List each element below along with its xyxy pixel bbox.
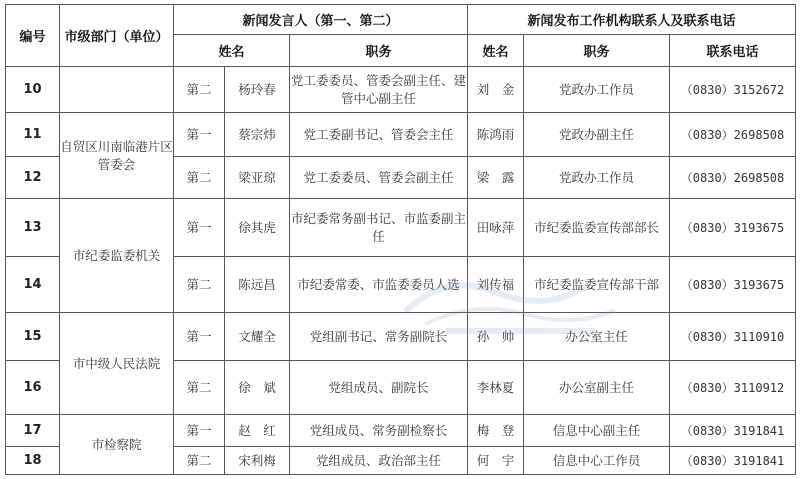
contact-name: 刘 金 — [468, 67, 524, 113]
spokesperson-name: 赵 红 — [225, 415, 290, 447]
row-number: 13 — [6, 199, 60, 257]
contact-name: 孙 帅 — [468, 313, 524, 361]
spokesperson-position: 党组成员、政治部主任 — [290, 447, 468, 475]
contact-name: 陈鸿雨 — [468, 113, 524, 157]
spokesperson-order: 第二 — [174, 157, 225, 199]
header-position: 职务 — [290, 35, 468, 67]
contact-position: 信息中心副主任 — [524, 415, 670, 447]
contact-name: 刘传福 — [468, 257, 524, 313]
header-contact-name: 姓名 — [468, 35, 524, 67]
spokesperson-position: 党工委委员、管委会副主任、建管中心副主任 — [290, 67, 468, 113]
department-cell: 市检察院 — [60, 415, 174, 475]
spokesperson-name: 梁亚琼 — [225, 157, 290, 199]
contact-position: 市纪委监委宣传部部长 — [524, 199, 670, 257]
contact-position: 办公室副主任 — [524, 361, 670, 415]
spokesperson-order: 第二 — [174, 447, 225, 475]
table-row — [6, 113, 796, 157]
spokesperson-position: 市纪委常委、市监委委员人选 — [290, 257, 468, 313]
spokesperson-order: 第一 — [174, 113, 225, 157]
department-cell-empty — [60, 67, 174, 113]
header-contact-group: 新闻发布工作机构联系人及联系电话 — [468, 5, 796, 35]
contact-name: 李林夏 — [468, 361, 524, 415]
spokesperson-name: 杨玲春 — [225, 67, 290, 113]
contact-name: 梁 露 — [468, 157, 524, 199]
row-number: 11 — [6, 113, 60, 157]
spokesperson-position: 党工委委员、管委会副主任 — [290, 157, 468, 199]
row-number: 18 — [6, 447, 60, 475]
contact-position: 信息中心工作员 — [524, 447, 670, 475]
spokesperson-position: 党组成员、常务副检察长 — [290, 415, 468, 447]
header-number: 编号 — [6, 5, 60, 67]
spokesperson-position: 市纪委常务副书记、市监委副主任 — [290, 199, 468, 257]
spokesperson-order: 第一 — [174, 313, 225, 361]
contact-phone: （0830）2698508 — [670, 113, 796, 157]
department-cell: 市纪委监委机关 — [60, 199, 174, 313]
contact-phone: （0830）3191841 — [670, 447, 796, 475]
contact-position: 党政办工作员 — [524, 157, 670, 199]
spokesperson-name: 蔡宗炜 — [225, 113, 290, 157]
contact-name: 田咏萍 — [468, 199, 524, 257]
contact-phone: （0830）3152672 — [670, 67, 796, 113]
department-cell: 自贸区川南临港片区管委会 — [60, 113, 174, 199]
contact-position: 市纪委监委宣传部干部 — [524, 257, 670, 313]
spokesperson-table — [5, 4, 796, 475]
header-phone: 联系电话 — [670, 35, 796, 67]
contact-position: 办公室主任 — [524, 313, 670, 361]
header-contact-position: 职务 — [524, 35, 670, 67]
header-department: 市级部门（单位） — [60, 5, 174, 67]
spokesperson-name: 文耀全 — [225, 313, 290, 361]
contact-position: 党政办工作员 — [524, 67, 670, 113]
spokesperson-order: 第二 — [174, 361, 225, 415]
spokesperson-order: 第一 — [174, 415, 225, 447]
spokesperson-name: 徐其虎 — [225, 199, 290, 257]
contact-position: 党政办副主任 — [524, 113, 670, 157]
spokesperson-name: 陈远昌 — [225, 257, 290, 313]
contact-phone: （0830）3193675 — [670, 199, 796, 257]
header-name: 姓名 — [174, 35, 290, 67]
row-number: 15 — [6, 313, 60, 361]
contact-phone: （0830）3110910 — [670, 313, 796, 361]
table-row — [6, 67, 796, 113]
table-row — [6, 199, 796, 257]
row-number: 16 — [6, 361, 60, 415]
spokesperson-name: 徐 斌 — [225, 361, 290, 415]
row-number: 12 — [6, 157, 60, 199]
row-number: 17 — [6, 415, 60, 447]
department-cell: 市中级人民法院 — [60, 313, 174, 415]
spokesperson-position: 党工委副书记、管委会主任 — [290, 113, 468, 157]
spokesperson-order: 第一 — [174, 199, 225, 257]
row-number: 10 — [6, 67, 60, 113]
contact-phone: （0830）3191841 — [670, 415, 796, 447]
contact-phone: （0830）3193675 — [670, 257, 796, 313]
spokesperson-position: 党组副书记、常务副院长 — [290, 313, 468, 361]
spokesperson-position: 党组成员、副院长 — [290, 361, 468, 415]
contact-phone: （0830）2698508 — [670, 157, 796, 199]
contact-phone: （0830）3110912 — [670, 361, 796, 415]
table-row — [6, 313, 796, 361]
header-spokesperson-group: 新闻发言人（第一、第二） — [174, 5, 468, 35]
row-number: 14 — [6, 257, 60, 313]
spokesperson-order: 第二 — [174, 257, 225, 313]
spokesperson-order: 第二 — [174, 67, 225, 113]
spokesperson-name: 宋利梅 — [225, 447, 290, 475]
contact-name: 梅 登 — [468, 415, 524, 447]
contact-name: 何 宇 — [468, 447, 524, 475]
table-row — [6, 415, 796, 447]
